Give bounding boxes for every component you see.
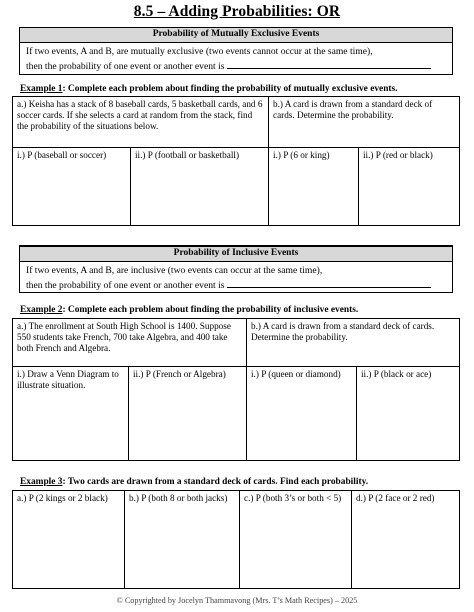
exclusive-line2-row [26,59,446,74]
inclusive-definition-box [19,245,453,293]
example2-part-b1[interactable]: i.) P (queen or diamond) [247,367,357,461]
example1-part-a2[interactable]: ii.) P (football or basketball) [131,148,269,226]
inclusive-answer-blank[interactable] [227,278,431,288]
inclusive-line2: then the probability of one event or another event is [26,280,225,291]
example2-heading [20,305,358,315]
inclusive-definition [20,262,452,295]
example1-table [12,96,460,226]
example2-problem-a: a.) The enrollment at South High School is 1400. Suppose 550 students take French, 700 take Algebra, and 400 take both French and Algebra. [13,319,247,367]
example1-heading [20,84,398,94]
example1-part-b1[interactable]: i.) P (6 or king) [269,148,359,226]
example1-part-a1[interactable]: i.) P (baseball or soccer) [13,148,131,226]
inclusive-line2-row [26,278,446,293]
inclusive-header: Probability of Inclusive Events [20,247,452,262]
example2-table [12,318,460,461]
example3-part-c[interactable]: c.) P (both 3’s or both < 5) [240,491,352,589]
exclusive-line2: then the probability of one event or another event is [26,61,225,72]
example3-table [12,490,460,589]
copyright-footer: © Copyrighted by Jocelyn Thammavong (Mrs. T’s Math Recipes) – 2025 [116,596,358,605]
example3-label: Example 3 [20,477,63,487]
example1-problem-b: b.) A card is drawn from a standard deck of cards. Determine the probability. [269,97,460,148]
example2-part-b2[interactable]: ii.) P (black or ace) [357,367,460,461]
exclusive-answer-blank[interactable] [227,59,431,69]
example3-part-d[interactable]: d.) P (2 face or 2 red) [352,491,460,589]
example3-instruction: : Two cards are drawn from a standard deck of cards. Find each probability. [62,477,369,487]
inclusive-line1: If two events, A and B, are inclusive (two events can occur at the same time), [26,265,323,276]
example1-problem-a: a.) Keisha has a stack of 8 baseball cards, 5 basketball cards, and 6 soccer cards. If she selects a card at random from the stack, find the probability of the situations below. [13,97,269,148]
exclusive-definition-box [19,27,453,75]
example2-part-a1[interactable]: i.) Draw a Venn Diagram to illustrate situation. [13,367,129,461]
example2-part-a2[interactable]: ii.) P (French or Algebra) [129,367,247,461]
example1-instruction: : Complete each problem about finding the probability of mutually exclusive events. [62,84,398,94]
page-title: 8.5 – Adding Probabilities: OR [133,3,341,20]
example2-label: Example 2 [20,305,63,315]
example1-part-b2[interactable]: ii.) P (red or black) [359,148,460,226]
example2-problem-b: b.) A card is drawn from a standard deck of cards. Determine the probability. [247,319,460,367]
example1-label: Example 1 [20,84,63,94]
example2-instruction: : Complete each problem about finding the probability of inclusive events. [62,305,359,315]
example3-part-b[interactable]: b.) P (both 8 or both jacks) [125,491,240,589]
exclusive-line1: If two events, A and B, are mutually exclusive (two events cannot occur at the same time), [26,46,373,57]
exclusive-header: Probability of Mutually Exclusive Events [20,28,452,43]
example3-heading [20,477,368,487]
example3-part-a[interactable]: a.) P (2 kings or 2 black) [13,491,125,589]
exclusive-definition [20,43,452,76]
